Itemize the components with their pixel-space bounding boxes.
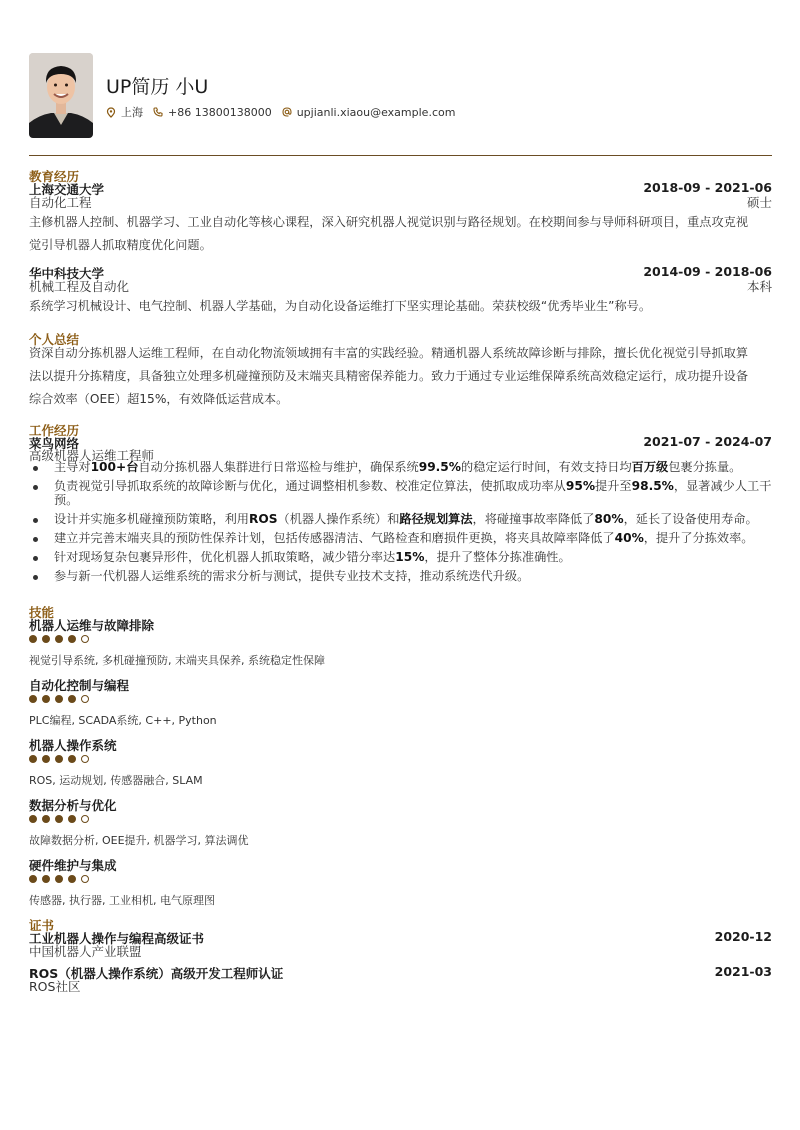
highlight-text: 百万级 [631, 460, 669, 474]
at-sign-icon [282, 107, 292, 117]
location-text: 上海 [121, 106, 143, 119]
skill-name: 自动化控制与编程 [29, 678, 130, 693]
work-bullet [29, 551, 772, 565]
education-item-2-description [29, 295, 772, 318]
rating-dot-filled [55, 635, 63, 643]
bullet-text: ，将碰撞事故率降低了 [472, 511, 595, 526]
certificates-section-title: 证书 [29, 918, 55, 933]
rating-dot-empty [81, 815, 89, 823]
rating-dot-filled [68, 755, 76, 763]
rating-dot-filled [42, 635, 50, 643]
work-bullet [29, 513, 772, 527]
rating-dot-filled [68, 815, 76, 823]
work-bullet [29, 480, 772, 507]
highlight-text: 80% [594, 511, 624, 526]
skill-keywords: 故障数据分析, OEE提升, 机器学习, 算法调优 [29, 834, 249, 847]
education-item-1-description [29, 211, 772, 257]
phone-item [153, 106, 272, 119]
avatar [29, 53, 93, 138]
bullet-text: （机器人操作系统）和 [277, 511, 400, 526]
rating-dot-filled [42, 815, 50, 823]
rating-dot-empty [81, 695, 89, 703]
major: 机械工程及自动化 [29, 279, 130, 294]
bullet-text: ，显著减少人工干预。 [54, 479, 772, 507]
certificate-name: ROS（机器人操作系统）高级开发工程师认证 [29, 966, 284, 981]
text-line: 觉引导机器人抓取精度优化问题。 [29, 238, 212, 252]
company-name: 菜鸟网络 [29, 436, 80, 451]
work-section-title: 工作经历 [29, 423, 80, 438]
bullet-text: 针对现场复杂包裹异形件，优化机器人抓取策略，减少错分率达 [54, 549, 396, 564]
highlight-text: 路径规划算法 [399, 511, 473, 526]
summary-text [29, 342, 772, 411]
phone-text: +86 13800138000 [168, 105, 272, 119]
rating-dot-filled [68, 875, 76, 883]
rating-dot-filled [55, 755, 63, 763]
skill-name: 硬件维护与集成 [29, 858, 117, 873]
rating-dot-filled [29, 815, 37, 823]
text-line: 主修机器人控制、机器学习、工业自动化等核心课程，深入研究机器人视觉识别与路径规划。在校期间参与导师科研项目，重点攻克视 [29, 215, 749, 229]
header-divider [29, 155, 772, 156]
contact-info [106, 104, 465, 120]
rating-dot-filled [68, 695, 76, 703]
certificate-issuer: ROS社区 [29, 979, 81, 994]
bullet-text: 建立并完善末端夹具的预防性保养计划，包括传感器清洁、气路检查和磨损件更换，将夹具故障率降低了 [54, 530, 615, 545]
skill-keywords: PLC编程, SCADA系统, C++, Python [29, 714, 217, 727]
skill-keywords: 视觉引导系统, 多机碰撞预防, 末端夹具保养, 系统稳定性保障 [29, 654, 325, 667]
bullet-text: 包裹分拣量。 [668, 460, 742, 474]
rating-dot-filled [29, 755, 37, 763]
skill-keywords: 传感器, 执行器, 工业相机, 电气原理图 [29, 894, 215, 907]
highlight-text: 15% [395, 549, 425, 564]
bullet-text: 自动分拣机器人集群进行日常巡检与维护，确保系统 [138, 460, 419, 474]
education-section-title: 教育经历 [29, 169, 80, 184]
highlight-text: 95% [565, 479, 596, 493]
bullet-text: ，延长了设备使用寿命。 [623, 511, 758, 526]
skill-name: 机器人运维与故障排除 [29, 618, 155, 633]
bullet-text: ，提升了整体分拣准确性。 [424, 549, 571, 564]
skills-section-title: 技能 [29, 605, 55, 620]
text-line: 系统学习机械设计、电气控制、机器人学基础，为自动化设备运维打下坚实理论基础。荣获校级“优秀毕业生”称号。 [29, 299, 652, 313]
location-item [106, 104, 143, 120]
text-line: 资深自动分拣机器人运维工程师，在自动化物流领域拥有丰富的实践经验。精通机器人系统故障诊断与排除，擅长优化视觉引导抓取算 [29, 346, 749, 360]
highlight-text: ROS [249, 511, 278, 526]
highlight-text: 99.5% [418, 460, 462, 474]
rating-dot-empty [81, 755, 89, 763]
text-line: 法以提升分拣精度，具备独立处理多机碰撞预防及末端夹具精密保养能力。致力于通过专业运维保障系统高效稳定运行，成功提升设备 [29, 369, 749, 383]
education-date: 2018-09 - 2021-06 [643, 180, 772, 195]
work-bullet [29, 532, 772, 546]
work-bullet [29, 570, 772, 584]
avatar-photo-icon [29, 53, 93, 138]
highlight-text: 98.5% [631, 479, 674, 493]
rating-dot-filled [55, 875, 63, 883]
rating-dot-filled [42, 755, 50, 763]
school-name: 上海交通大学 [29, 182, 105, 197]
highlight-text: 100+台 [90, 460, 139, 474]
skill-keywords: ROS, 运动规划, 传感器融合, SLAM [29, 774, 203, 787]
rating-dot-empty [81, 635, 89, 643]
candidate-name: UP简历 小U [106, 76, 209, 98]
skill-rating [29, 755, 94, 764]
email-text[interactable]: upjianli.xiaou@example.com [296, 105, 456, 119]
rating-dot-filled [68, 635, 76, 643]
bullet-text: 的稳定运行时间，有效支持日均 [461, 460, 632, 474]
skill-rating [29, 815, 94, 824]
bullet-text: 主导对 [54, 460, 91, 474]
work-bullet-list [29, 461, 772, 589]
skill-name: 数据分析与优化 [29, 798, 117, 813]
summary-section-title: 个人总结 [29, 332, 80, 347]
rating-dot-filled [29, 695, 37, 703]
rating-dot-filled [42, 875, 50, 883]
skill-rating [29, 875, 94, 884]
degree: 硕士 [746, 195, 772, 210]
rating-dot-empty [81, 875, 89, 883]
certificate-date: 2021-03 [714, 964, 772, 979]
rating-dot-filled [29, 875, 37, 883]
location-pin-icon [106, 107, 116, 118]
rating-dot-filled [42, 695, 50, 703]
bullet-text: ，提升了分拣效率。 [643, 530, 754, 545]
bullet-text: 参与新一代机器人运维系统的需求分析与测试，提供专业技术支持，推动系统迭代升级。 [54, 568, 530, 583]
skill-name: 机器人操作系统 [29, 738, 117, 753]
certificate-issuer: 中国机器人产业联盟 [29, 944, 142, 959]
certificate-name: 工业机器人操作与编程高级证书 [29, 931, 205, 946]
major: 自动化工程 [29, 195, 92, 210]
degree: 本科 [746, 279, 772, 294]
skill-rating [29, 695, 94, 704]
certificate-date: 2020-12 [714, 929, 772, 944]
school-name: 华中科技大学 [29, 266, 105, 281]
work-date: 2021-07 - 2024-07 [643, 434, 772, 449]
phone-icon [153, 107, 163, 117]
bullet-text: 提升至 [595, 479, 632, 493]
text-line: 综合效率（OEE）超15%，有效降低运营成本。 [29, 392, 289, 406]
job-title: 高级机器人运维工程师 [29, 448, 155, 463]
highlight-text: 40% [614, 530, 644, 545]
bullet-text: 设计并实施多机碰撞预防策略，利用 [54, 511, 249, 526]
work-bullet [29, 461, 772, 475]
skill-rating [29, 635, 94, 644]
rating-dot-filled [29, 635, 37, 643]
bullet-text: 负责视觉引导抓取系统的故障诊断与优化，通过调整相机参数、校准定位算法，使抓取成功率从 [54, 479, 566, 493]
rating-dot-filled [55, 815, 63, 823]
email-item [282, 106, 456, 119]
rating-dot-filled [55, 695, 63, 703]
education-date: 2014-09 - 2018-06 [643, 264, 772, 279]
